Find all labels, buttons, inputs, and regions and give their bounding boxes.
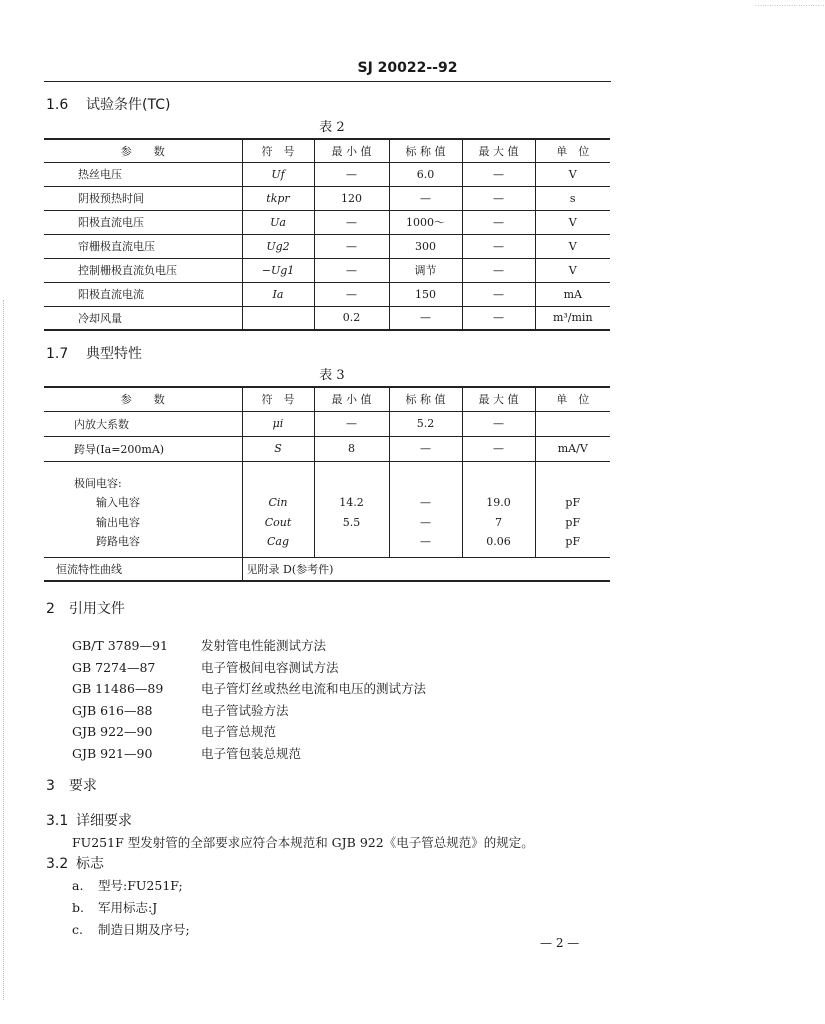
table-2-caption: 表 2 — [319, 120, 345, 135]
table-cell: 跨导(Ia=200mA) — [44, 436, 242, 461]
table-cell: — — [462, 186, 535, 210]
list-item — [72, 635, 426, 657]
table-header-cell: 符 号 — [242, 139, 314, 162]
cap-row-label: 输出电容 — [96, 515, 140, 529]
list-letter: b. — [72, 900, 84, 915]
table-cell: mA — [535, 282, 610, 306]
table-row — [44, 162, 610, 186]
table-cell: — — [462, 162, 535, 186]
table-cell: — — [462, 306, 535, 330]
table-row — [44, 210, 610, 234]
reference-code: GB 7274—87 — [72, 659, 156, 675]
table-cell: 8 — [314, 436, 389, 461]
section-number: 1.6 — [46, 97, 69, 113]
cap-symbol-cell — [242, 461, 314, 557]
table-cell: 0.06 — [486, 535, 511, 548]
table-cell: 0.2 — [314, 306, 389, 330]
table-row — [44, 557, 610, 581]
list-letter: a. — [72, 878, 84, 893]
table-cell: 内放大系数 — [44, 411, 242, 436]
list-text: 制造日期及序号; — [98, 922, 190, 937]
list-item — [72, 721, 426, 743]
table-row — [44, 186, 610, 210]
table-cell: 120 — [314, 186, 389, 210]
table-cell: Cag — [266, 535, 290, 548]
table-row — [44, 234, 610, 258]
table-header-cell: 最 大 值 — [462, 139, 535, 162]
reference-list — [72, 635, 426, 764]
table-cell: 见附录 D(参考件) — [242, 557, 610, 581]
section-1-6-heading — [46, 94, 170, 114]
table-cell: S — [242, 436, 314, 461]
table-cell: mA/V — [535, 436, 610, 461]
cap-min-cell — [314, 461, 389, 557]
section-number: 1.7 — [46, 346, 69, 362]
document-header: SJ 20022--92 — [357, 60, 458, 76]
table-cell: 控制栅极直流负电压 — [44, 258, 242, 282]
table-cell: V — [535, 258, 610, 282]
table-cell: — — [462, 411, 535, 436]
reference-code: GJB 922—90 — [72, 724, 153, 739]
reference-title: 电子管包装总规范 — [201, 745, 302, 761]
list-item — [72, 743, 426, 765]
list-item — [72, 919, 190, 941]
table-cell: 热丝电压 — [44, 162, 242, 186]
table-cell: s — [535, 186, 610, 210]
table-header-cell: 标 称 值 — [389, 387, 462, 411]
table-cell: — — [462, 258, 535, 282]
table-cell: — — [462, 210, 535, 234]
table-header-cell: 参 数 — [44, 387, 242, 411]
table-header-cell: 最 小 值 — [314, 387, 389, 411]
table-cell: — — [314, 258, 389, 282]
table-cell: V — [535, 234, 610, 258]
table-cell: 冷却风量 — [44, 306, 242, 330]
table-cell: — — [420, 515, 431, 529]
table-3 — [44, 386, 610, 582]
reference-title: 电子管灯丝或热丝电流和电压的测试方法 — [201, 681, 427, 696]
table-cell: — — [420, 496, 431, 509]
table-cell: 调节 — [389, 258, 462, 282]
table-cell: — — [314, 234, 389, 258]
reference-code: GB 11486—89 — [72, 681, 164, 696]
list-item — [72, 657, 426, 679]
section-title: 引用文件 — [68, 601, 125, 617]
table-cell: 7 — [495, 515, 502, 529]
table-cell: 5.2 — [389, 411, 462, 436]
section-3-1-heading — [46, 810, 132, 830]
reference-title: 电子管极间电容测试方法 — [201, 659, 339, 675]
section-1-7-heading — [46, 343, 142, 363]
table-cell: 19.0 — [486, 496, 511, 509]
section-title: 试验条件(TC) — [86, 97, 171, 113]
list-item — [72, 678, 426, 700]
binding-margin-line — [3, 300, 4, 1000]
table-header-cell: 单 位 — [535, 139, 610, 162]
table-cell: 帘栅极直流电压 — [44, 234, 242, 258]
table-cell: 阳极直流电压 — [44, 210, 242, 234]
table-cell: Ia — [242, 282, 314, 306]
list-letter: c. — [72, 922, 83, 937]
section-number: 3 — [46, 778, 55, 794]
table-cell: V — [535, 162, 610, 186]
marking-list — [72, 875, 190, 941]
table-row — [44, 436, 610, 461]
table-cell: pF — [565, 535, 581, 548]
table-cell — [242, 306, 314, 330]
table-header-cell: 最 大 值 — [462, 387, 535, 411]
table-cell: Cin — [268, 496, 288, 509]
table-header-cell: 单 位 — [535, 387, 610, 411]
list-item — [72, 897, 190, 919]
reference-title: 发射管电性能测试方法 — [201, 638, 327, 653]
list-item — [72, 700, 426, 722]
table-row — [44, 139, 610, 162]
table-3-caption: 表 3 — [319, 368, 345, 383]
cap-max-cell — [462, 461, 535, 557]
table-cell: — — [389, 306, 462, 330]
detail-requirement-text: FU251F 型发射管的全部要求应符合本规范和 GJB 922《电子管总规范》的规定。 — [72, 835, 534, 850]
table-cell: 5.5 — [342, 515, 361, 529]
cap-row-label: 跨路电容 — [96, 535, 140, 548]
table-cell: tkpr — [242, 186, 314, 210]
table-header-cell: 参 数 — [44, 139, 242, 162]
table-cell: — — [314, 282, 389, 306]
table-cell: 14.2 — [339, 496, 364, 509]
table-row — [44, 387, 610, 411]
table-row — [44, 461, 610, 557]
table-cell: pF — [565, 496, 581, 509]
table-cell: — — [389, 436, 462, 461]
section-number: 3.1 — [46, 813, 69, 829]
cap-unit-cell — [535, 461, 610, 557]
header-rule — [44, 81, 611, 82]
table-cell: — — [389, 186, 462, 210]
table-cell: 150 — [389, 282, 462, 306]
section-number: 2 — [46, 601, 55, 617]
table-cell: 阳极直流电流 — [44, 282, 242, 306]
table-row — [44, 306, 610, 330]
table-cell: 300 — [389, 234, 462, 258]
list-text: 型号:FU251F; — [98, 878, 183, 893]
table-cell: V — [535, 210, 610, 234]
table-cell: — — [314, 162, 389, 186]
cap-row-label: 输入电容 — [96, 496, 140, 509]
section-3-2-heading — [46, 853, 104, 873]
cap-group-label: 极间电容: — [74, 476, 122, 490]
table-header-cell: 最 小 值 — [314, 139, 389, 162]
table-cell: pF — [565, 515, 581, 529]
table-row — [44, 282, 610, 306]
table-cell — [535, 411, 610, 436]
section-title: 详细要求 — [76, 813, 132, 829]
table-cell: Cout — [264, 515, 292, 529]
table-header-cell: 标 称 值 — [389, 139, 462, 162]
reference-title: 电子管总规范 — [201, 724, 277, 739]
table-2 — [44, 138, 610, 331]
table-cell: 恒流特性曲线 — [44, 557, 242, 581]
table-cell: — — [314, 210, 389, 234]
section-title: 标志 — [76, 856, 104, 872]
table-cell: m³/min — [535, 306, 610, 330]
section-3-heading — [46, 775, 97, 795]
table-cell: Ua — [242, 210, 314, 234]
table-cell: — — [420, 535, 431, 548]
table-cell: −Ug1 — [242, 258, 314, 282]
table-row — [44, 258, 610, 282]
table-cell: μi — [242, 411, 314, 436]
table-cell: Ug2 — [242, 234, 314, 258]
section-number: 3.2 — [46, 856, 69, 872]
table-cell: 阴极预热时间 — [44, 186, 242, 210]
table-cell: 1000～ — [389, 210, 462, 234]
section-title: 要求 — [68, 778, 97, 794]
table-cell: — — [462, 234, 535, 258]
table-cell: Uf — [242, 162, 314, 186]
reference-code: GJB 921—90 — [72, 745, 153, 761]
table-cell: — — [462, 282, 535, 306]
section-2-heading — [46, 598, 125, 618]
reference-code: GJB 616—88 — [72, 702, 153, 718]
reference-code: GB/T 3789—91 — [72, 638, 168, 653]
cap-nominal-cell — [389, 461, 462, 557]
reference-title: 电子管试验方法 — [201, 702, 289, 718]
list-text: 军用标志:J — [98, 900, 158, 915]
table-cell: — — [314, 411, 389, 436]
section-title: 典型特性 — [86, 346, 142, 362]
page-number: — 2 — — [540, 936, 580, 950]
list-item — [72, 875, 190, 897]
page-mark: ····························· — [755, 3, 825, 10]
table-cell — [319, 532, 385, 552]
table-row — [44, 411, 610, 436]
table-header-cell: 符 号 — [242, 387, 314, 411]
table-cell: — — [462, 436, 535, 461]
table-cell: 6.0 — [389, 162, 462, 186]
cap-group-label-cell — [44, 461, 242, 557]
